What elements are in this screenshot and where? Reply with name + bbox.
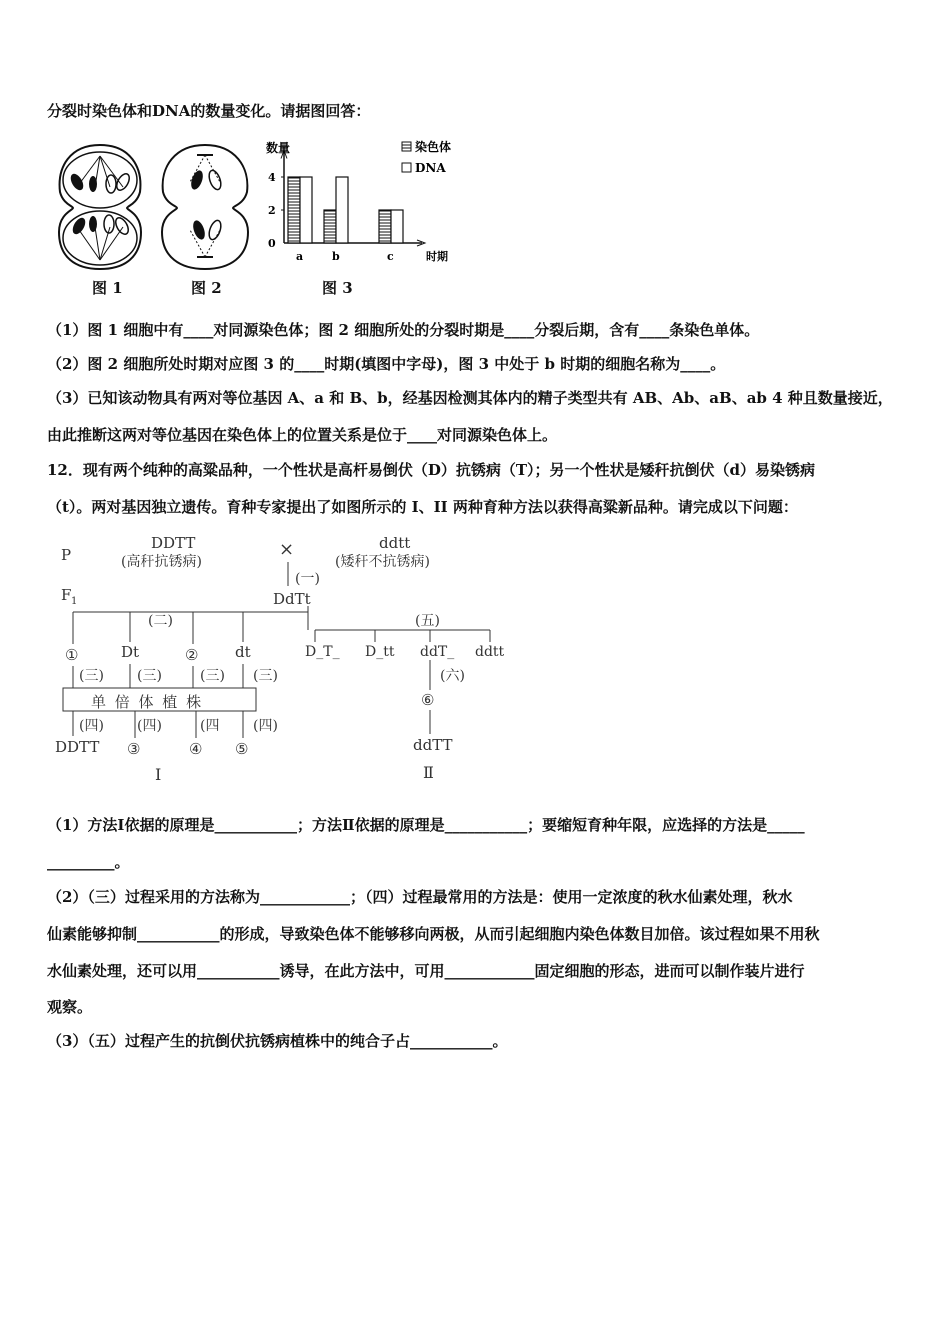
step-3-label-a: (三) bbox=[79, 668, 104, 684]
figure-1-caption: 图 1 bbox=[92, 279, 123, 297]
step-4-label-a: (四) bbox=[79, 718, 104, 734]
x-tick-label-a: a bbox=[296, 250, 304, 263]
q12-part2-line1: （2）（三）过程采用的方法称为____________；（四）过程最常用的方法是：使用一定浓度的秋水仙素处理，秋水 bbox=[47, 888, 793, 906]
q11-part2: （2）图 2 细胞所处时期对应图 3 的____时期(填图中字母)，图 3 中处于 b 时期的细胞名称为____。 bbox=[47, 355, 726, 373]
offspring-D_tt: D_tt bbox=[365, 644, 395, 660]
q12-part2-line2: 仙素能够抑制___________的形成，导致染色体不能够移向两极，从而引起细胞内染色体数目加倍。该过程如果不用秋 bbox=[47, 925, 820, 943]
label-p: P bbox=[61, 546, 72, 564]
q11-part3-line2: 由此推断这两对等位基因在染色体上的位置关系是位于____对同源染色体上。 bbox=[47, 426, 558, 444]
label-f1: F bbox=[61, 586, 72, 604]
figure-2-cell bbox=[155, 142, 255, 272]
parent1-trait: (高秆抗锈病) bbox=[121, 554, 202, 570]
x-tick-label-b: b bbox=[332, 250, 340, 263]
result-DDTT: DDTT bbox=[55, 738, 100, 756]
parent2-trait: (矮秆不抗锈病) bbox=[335, 554, 430, 570]
legend-chromosome-swatch bbox=[402, 142, 411, 151]
method-II-label: Ⅱ bbox=[423, 763, 434, 782]
step-4-label-d: (四) bbox=[253, 718, 278, 734]
q12-stem-line1: 12．现有两个纯种的高粱品种，一个性状是高杆易倒伏（D）抗锈病（T）；另一个性状是矮秆抗倒伏（d）易染锈病 bbox=[47, 461, 816, 479]
step-5-label: (五) bbox=[415, 613, 440, 629]
gamete-1: ① bbox=[65, 646, 79, 664]
bar-b-chromosome bbox=[324, 210, 336, 243]
result-6: ⑥ bbox=[421, 691, 435, 709]
legend-dna-label: DNA bbox=[415, 161, 446, 175]
bar-c-dna bbox=[391, 210, 403, 243]
step-6-label: (六) bbox=[440, 668, 465, 684]
y-tick-label: 2 bbox=[268, 204, 276, 217]
bar-a-dna bbox=[300, 177, 312, 243]
parent1-genotype: DDTT bbox=[151, 534, 196, 552]
offspring-ddT_: ddT_ bbox=[420, 644, 455, 660]
gamete-2: ② bbox=[185, 646, 199, 664]
offspring-D_T_: D_T_ bbox=[305, 644, 340, 660]
step-1-label: (一) bbox=[295, 571, 320, 587]
intro-text: 分裂时染色体和DNA的数量变化。请据图回答： bbox=[47, 102, 371, 120]
step-2-label: (二) bbox=[148, 613, 173, 629]
figure-3-chart bbox=[262, 138, 462, 268]
offspring-ddtt: ddtt bbox=[475, 644, 505, 660]
step-4-label-b: (四) bbox=[137, 718, 162, 734]
y-tick-label: 4 bbox=[268, 171, 276, 184]
breeding-diagram bbox=[55, 530, 525, 790]
step-3-label-c: (三) bbox=[200, 668, 225, 684]
legend-chromosome-label: 染色体 bbox=[415, 140, 452, 154]
cross-symbol: × bbox=[279, 539, 295, 560]
q12-part2-line4: 观察。 bbox=[47, 998, 93, 1016]
result-3: ③ bbox=[127, 740, 141, 758]
step-3-label-b: (三) bbox=[137, 668, 162, 684]
result-5: ⑤ bbox=[235, 740, 249, 758]
q12-part3: （3）（五）过程产生的抗倒伏抗锈病植株中的纯合子占___________。 bbox=[47, 1032, 508, 1050]
q12-part1-line1: （1）方法Ⅰ依据的原理是___________；方法Ⅱ依据的原理是___________；要缩短育种年限，应选择的方法是_____ bbox=[47, 816, 805, 834]
q11-part3-line1: （3）已知该动物具有两对等位基因 A、a 和 B、b，经基因检测其体内的精子类型共有 AB、Ab、aB、ab 4 种且数量接近， bbox=[47, 389, 893, 407]
q12-part2-line3: 水仙素处理，还可以用___________诱导，在此方法中，可用____________固定细胞的形态，进而可以制作装片进行 bbox=[47, 962, 805, 980]
y-tick-label: 0 bbox=[268, 237, 276, 250]
f1-genotype: DdTt bbox=[273, 590, 311, 608]
gamete-dt: dt bbox=[235, 643, 251, 661]
y-axis-label: 数量 bbox=[266, 141, 291, 155]
legend-dna-swatch bbox=[402, 163, 411, 172]
method-I-label: I bbox=[155, 765, 162, 784]
gamete-Dt: Dt bbox=[121, 643, 140, 661]
x-axis-label: 时期 bbox=[426, 250, 448, 263]
bar-a-chromosome bbox=[288, 177, 300, 243]
q12-stem-line2: （t）。两对基因独立遗传。育种专家提出了如图所示的 I、II 两种育种方法以获得高粱新品种。请完成以下问题： bbox=[47, 498, 798, 516]
bar-c-chromosome bbox=[379, 210, 391, 243]
x-tick-label-c: c bbox=[387, 250, 394, 263]
figure-2-caption: 图 2 bbox=[191, 279, 222, 297]
result-4: ④ bbox=[189, 740, 203, 758]
parent2-genotype: ddtt bbox=[379, 534, 411, 552]
haploid-plants-label: 单 倍 体 植 株 bbox=[91, 693, 204, 711]
label-f1-sub: 1 bbox=[71, 596, 78, 607]
figure-3-caption: 图 3 bbox=[322, 279, 353, 297]
result-ddTT: ddTT bbox=[413, 736, 453, 754]
step-3-label-d: (三) bbox=[253, 668, 278, 684]
q12-part1-line2: _________。 bbox=[47, 853, 130, 871]
bar-b-dna bbox=[336, 177, 348, 243]
step-4-label-c: (四 bbox=[200, 718, 220, 734]
q11-part1: （1）图 1 细胞中有____对同源染色体；图 2 细胞所处的分裂时期是____分裂后期，含有____条染色单体。 bbox=[47, 321, 760, 339]
figure-1-cell bbox=[55, 142, 145, 272]
